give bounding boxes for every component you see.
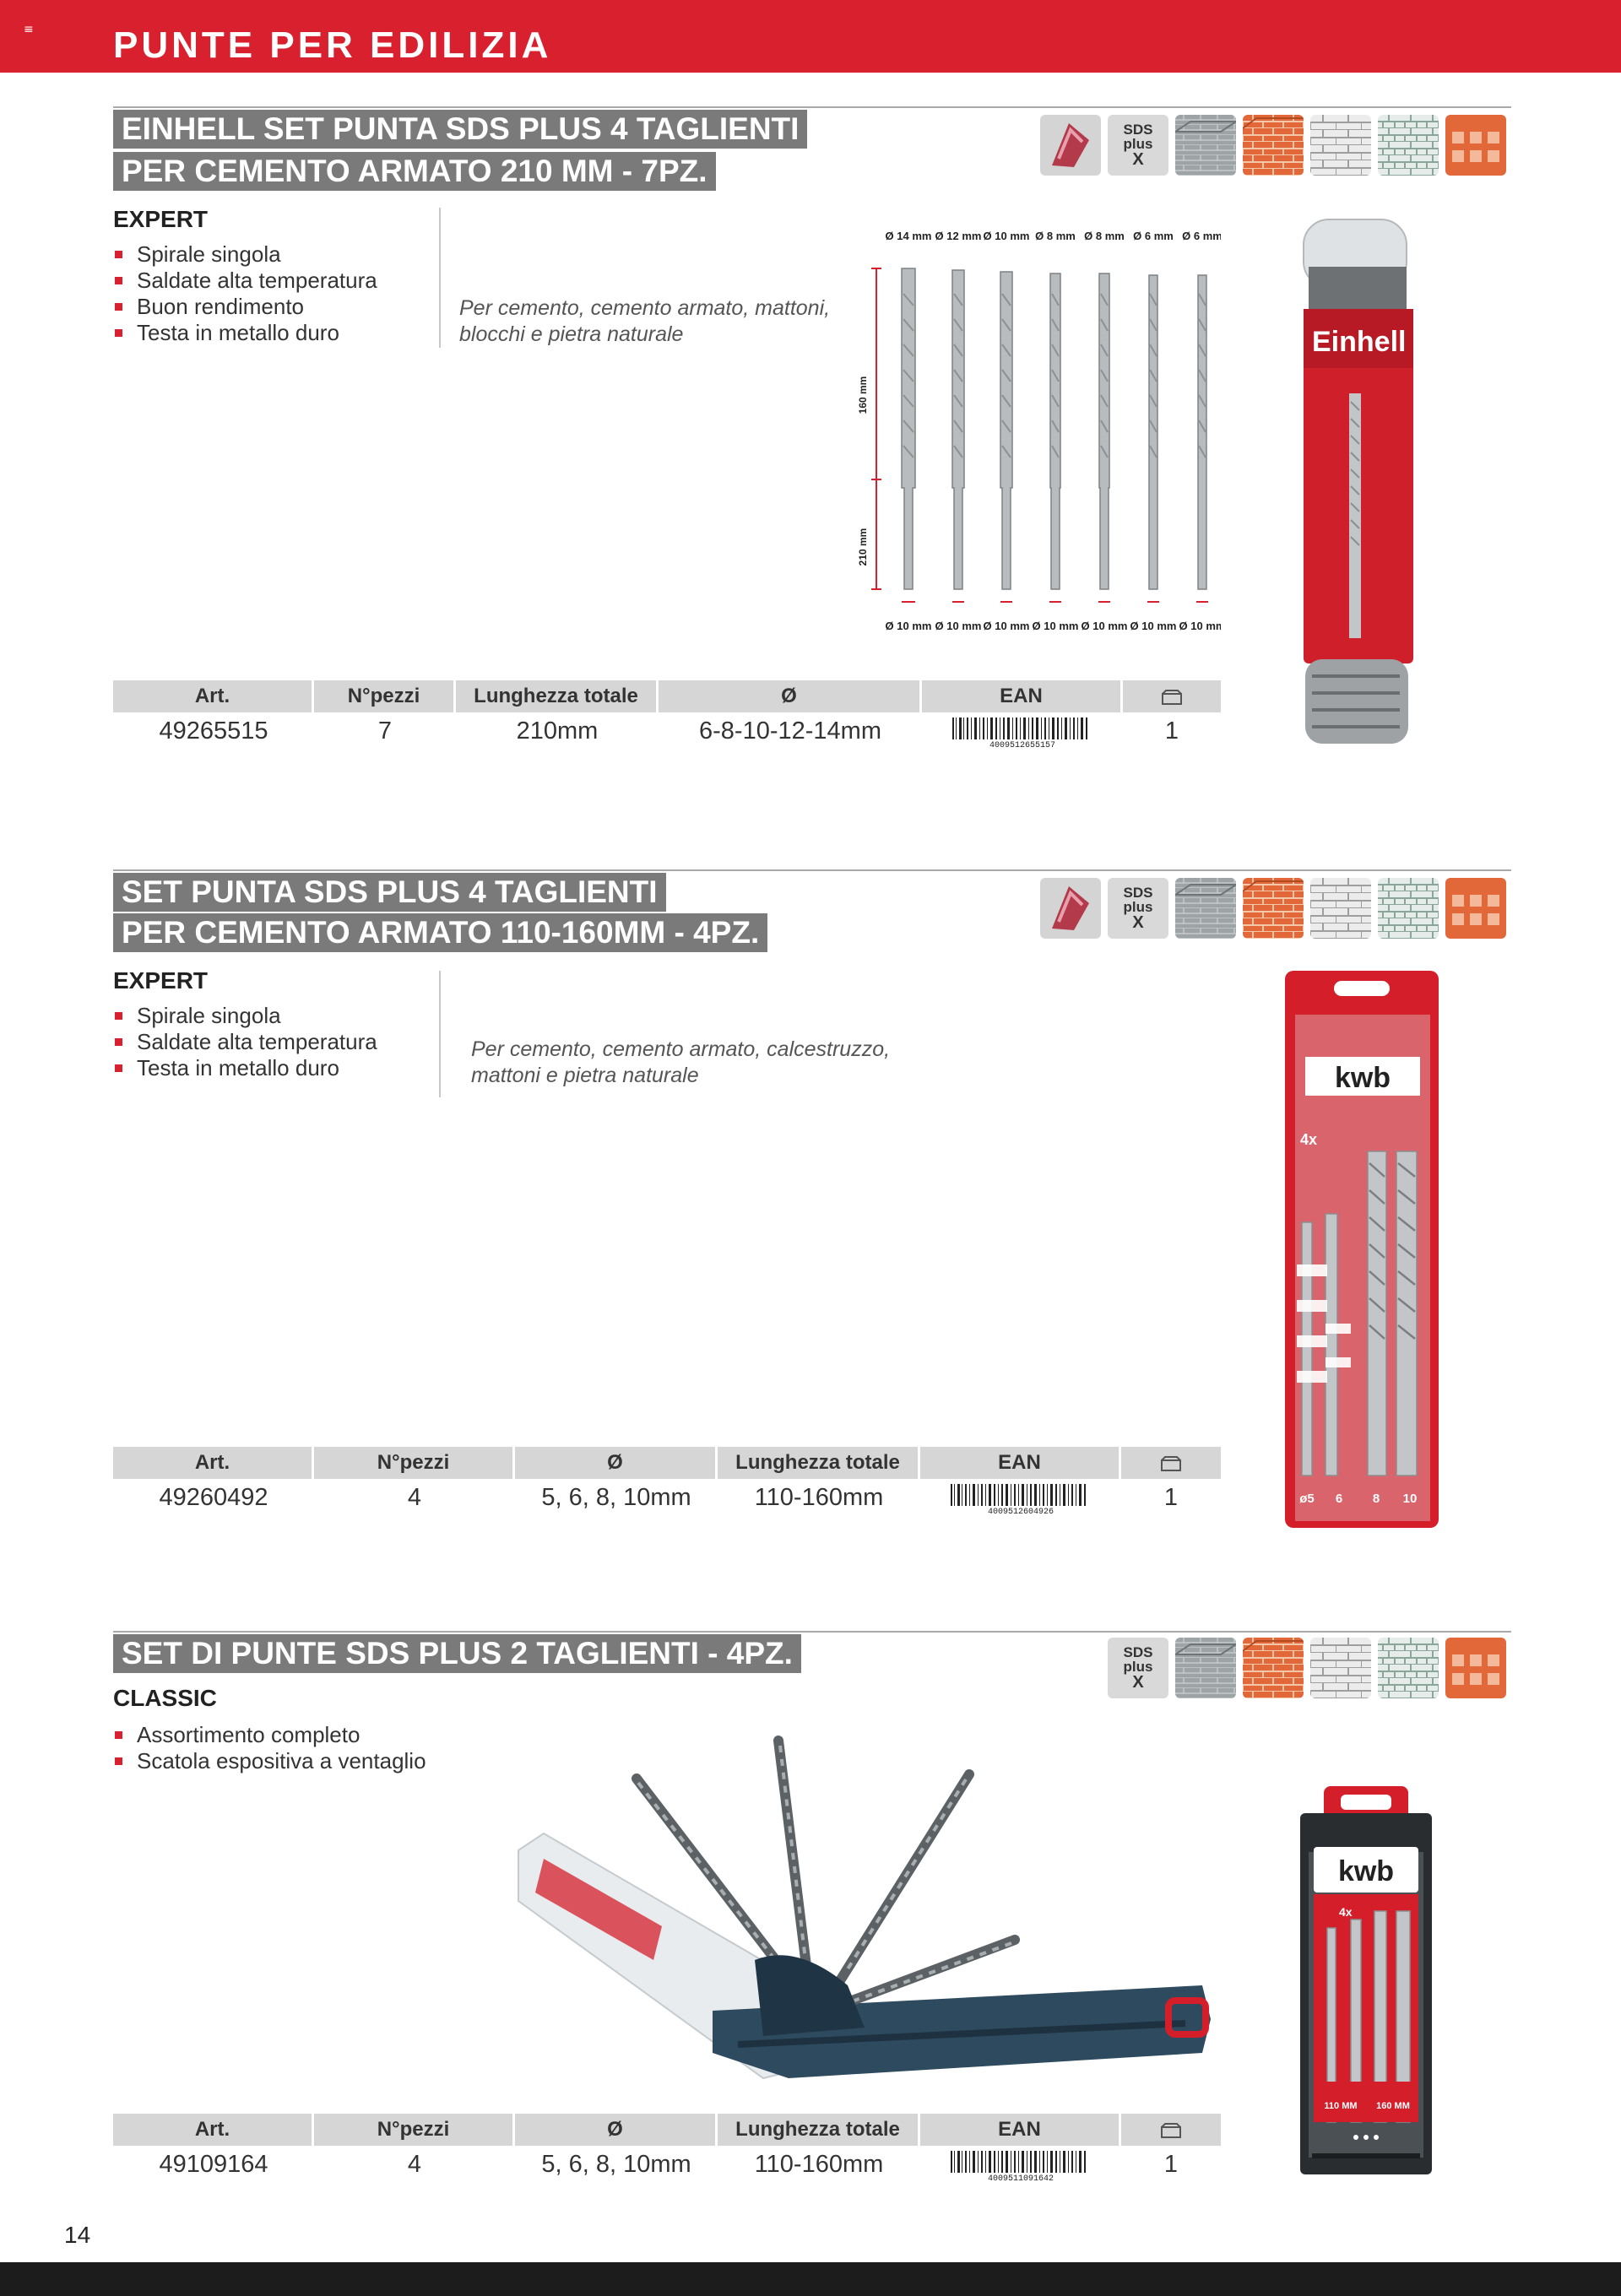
- feature-list: [113, 1722, 426, 1774]
- list-item: Saldate alta temperatura: [113, 268, 377, 294]
- table-cell: 5, 6, 8, 10mm: [541, 2151, 691, 2178]
- pack-count: 4x: [1300, 1131, 1318, 1148]
- menu-icon[interactable]: ≡: [24, 23, 34, 36]
- product-title: SET PUNTA SDS PLUS 4 TAGLIENTI: [113, 873, 666, 912]
- brick-icon: [1243, 1638, 1304, 1698]
- table-cell: 5, 6, 8, 10mm: [541, 1484, 691, 1511]
- carbide-tip-icon: [1040, 115, 1101, 176]
- table-cell: 6-8-10-12-14mm: [699, 718, 881, 745]
- column-header: EAN: [920, 1447, 1121, 1479]
- package-icon: [1123, 680, 1221, 712]
- carbide-tip-icon: [1040, 878, 1101, 939]
- drill-label-top: Ø 8 mm: [1035, 230, 1076, 242]
- package-icon: [1121, 2114, 1221, 2146]
- table-cell: 110-160mm: [754, 1484, 884, 1511]
- table-cell: 49260492: [159, 1484, 268, 1511]
- stone-icon: [1378, 878, 1439, 939]
- product-title: PER CEMENTO ARMATO 110-160MM - 4PZ.: [113, 913, 767, 952]
- product-title: SET DI PUNTE SDS PLUS 2 TAGLIENTI - 4PZ.: [113, 1634, 801, 1673]
- spec-table: [113, 680, 1221, 750]
- drill-label-top: Ø 14 mm: [885, 230, 932, 242]
- drill-label-bottom: Ø 10 mm: [1130, 620, 1177, 632]
- product-grade: EXPERT: [113, 206, 209, 232]
- drill-label-top: Ø 6 mm: [1133, 230, 1174, 242]
- product-title: EINHELL SET PUNTA SDS PLUS 4 TAGLIENTI: [113, 110, 807, 149]
- pack-count: 4x: [1339, 1905, 1353, 1919]
- ean-barcode: [920, 1479, 1121, 1516]
- section-divider: [113, 1631, 1511, 1633]
- product-photo-drill-bits: [836, 226, 1221, 648]
- package-icon: [1121, 1447, 1221, 1479]
- reinforced-concrete-icon: [1175, 115, 1236, 176]
- block-icon: [1310, 1638, 1371, 1698]
- product-photo-fan-case: [510, 1732, 1219, 2087]
- list-item: Spirale singola: [113, 1003, 377, 1029]
- column-header: EAN: [922, 680, 1123, 712]
- list-item: Saldate alta temperatura: [113, 1029, 377, 1055]
- product-grade: EXPERT: [113, 967, 209, 994]
- table-header: [113, 680, 1221, 712]
- column-header: N°pezzi: [314, 680, 456, 712]
- table-cell: 1: [1163, 2151, 1179, 2178]
- page-footer-band: [0, 2262, 1621, 2296]
- spec-table: [113, 2114, 1221, 2183]
- section-divider: [113, 869, 1511, 871]
- table-cell: 49265515: [159, 718, 268, 745]
- brick-icon: [1243, 878, 1304, 939]
- drill-label-top: Ø 10 mm: [983, 230, 1030, 242]
- usage-description: Per cemento, cemento armato, calcestruzzo, mattoni e pietra naturale: [471, 1037, 891, 1087]
- material-icons: [1040, 115, 1506, 176]
- dimension-label: 160 mm: [857, 376, 869, 414]
- pack-size: ø5: [1299, 1492, 1315, 1506]
- column-header: Art.: [113, 1447, 314, 1479]
- table-cell: 110-160mm: [754, 2151, 884, 2178]
- dimension-label: 210 mm: [857, 528, 869, 566]
- block-icon: [1310, 115, 1371, 176]
- column-header: N°pezzi: [314, 2114, 515, 2146]
- column-header: Ø: [659, 680, 922, 712]
- feature-list: [113, 1003, 377, 1081]
- column-divider: [439, 971, 441, 1097]
- hollow-brick-icon: [1445, 1638, 1506, 1698]
- list-item: Testa in metallo duro: [113, 1055, 377, 1081]
- drill-label-top: Ø 8 mm: [1084, 230, 1125, 242]
- page-title: PUNTE PER EDILIZIA: [113, 24, 552, 66]
- column-header: Lunghezza totale: [456, 680, 659, 712]
- stone-icon: [1378, 1638, 1439, 1698]
- drill-label-bottom: Ø 10 mm: [935, 620, 982, 632]
- drill-label-bottom: Ø 10 mm: [1032, 620, 1079, 632]
- list-item: Spirale singola: [113, 241, 377, 268]
- drill-label-top: Ø 6 mm: [1182, 230, 1221, 242]
- table-cell: 4: [407, 1484, 422, 1511]
- product-title: PER CEMENTO ARMATO 210 MM - 7PZ.: [113, 152, 716, 191]
- list-item: Scatola espositiva a ventaglio: [113, 1748, 426, 1774]
- column-header: EAN: [920, 2114, 1121, 2146]
- table-row: [113, 712, 1221, 750]
- table-cell: 7: [377, 718, 393, 745]
- reinforced-concrete-icon: [1175, 1638, 1236, 1698]
- sds-plus-icon: SDS plus X: [1108, 878, 1168, 939]
- brand-logo: kwb: [1337, 1855, 1395, 1887]
- pack-size: 10: [1402, 1492, 1418, 1506]
- svg-text:4009511091642: 4009511091642: [987, 2174, 1054, 2182]
- sds-plus-icon: SDS plus X: [1108, 1638, 1168, 1698]
- stone-icon: [1378, 115, 1439, 176]
- ean-barcode: [922, 712, 1123, 750]
- column-header: Ø: [515, 1447, 718, 1479]
- hollow-brick-icon: [1445, 115, 1506, 176]
- spec-table: [113, 1447, 1221, 1516]
- svg-text:4009512655157: 4009512655157: [989, 741, 1056, 749]
- material-icons: [1108, 1638, 1506, 1698]
- drill-label-bottom: Ø 10 mm: [983, 620, 1030, 632]
- drill-label-bottom: Ø 10 mm: [1179, 620, 1221, 632]
- list-item: Assortimento completo: [113, 1722, 426, 1748]
- table-row: [113, 1479, 1221, 1516]
- usage-description: Per cemento, cemento armato, mattoni, blocchi e pietra naturale: [459, 296, 831, 346]
- product-grade: CLASSIC: [113, 1685, 217, 1711]
- pack-size: 8: [1372, 1492, 1380, 1506]
- product-photo-case-pack: [1297, 1784, 1435, 2176]
- hollow-brick-icon: [1445, 878, 1506, 939]
- table-header: [113, 2114, 1221, 2146]
- list-item: Buon rendimento: [113, 294, 377, 320]
- pack-length: 110 MM: [1324, 2101, 1358, 2111]
- feature-list: [113, 241, 377, 346]
- column-header: N°pezzi: [314, 1447, 515, 1479]
- product-photo-tube-pack: [1292, 216, 1418, 761]
- section-divider: [113, 106, 1511, 108]
- table-row: [113, 2146, 1221, 2183]
- table-cell: 1: [1163, 1484, 1179, 1511]
- drill-label-bottom: Ø 10 mm: [1081, 620, 1128, 632]
- brick-icon: [1243, 115, 1304, 176]
- column-divider: [439, 208, 441, 348]
- column-header: Art.: [113, 2114, 314, 2146]
- column-header: Art.: [113, 680, 314, 712]
- material-icons: [1040, 878, 1506, 939]
- drill-label-bottom: Ø 10 mm: [885, 620, 932, 632]
- table-cell: 49109164: [159, 2151, 268, 2178]
- sds-plus-icon: SDS plus X: [1108, 115, 1168, 176]
- svg-text:4009512604926: 4009512604926: [987, 1508, 1054, 1515]
- reinforced-concrete-icon: [1175, 878, 1236, 939]
- pack-size: 6: [1335, 1492, 1343, 1506]
- block-icon: [1310, 878, 1371, 939]
- brand-logo: Einhell: [1312, 326, 1407, 358]
- table-cell: 1: [1164, 718, 1179, 745]
- product-photo-blister-pack: [1283, 969, 1440, 1530]
- table-cell: 210mm: [516, 718, 599, 745]
- column-header: Lunghezza totale: [718, 1447, 920, 1479]
- list-item: Testa in metallo duro: [113, 320, 377, 346]
- brand-logo: kwb: [1334, 1062, 1391, 1094]
- table-header: [113, 1447, 1221, 1479]
- ean-barcode: [920, 2146, 1121, 2183]
- column-header: Lunghezza totale: [718, 2114, 920, 2146]
- drill-label-top: Ø 12 mm: [935, 230, 982, 242]
- page-number: 14: [64, 2222, 91, 2248]
- pack-length: 160 MM: [1376, 2101, 1410, 2111]
- table-cell: 4: [407, 2151, 422, 2178]
- column-header: Ø: [515, 2114, 718, 2146]
